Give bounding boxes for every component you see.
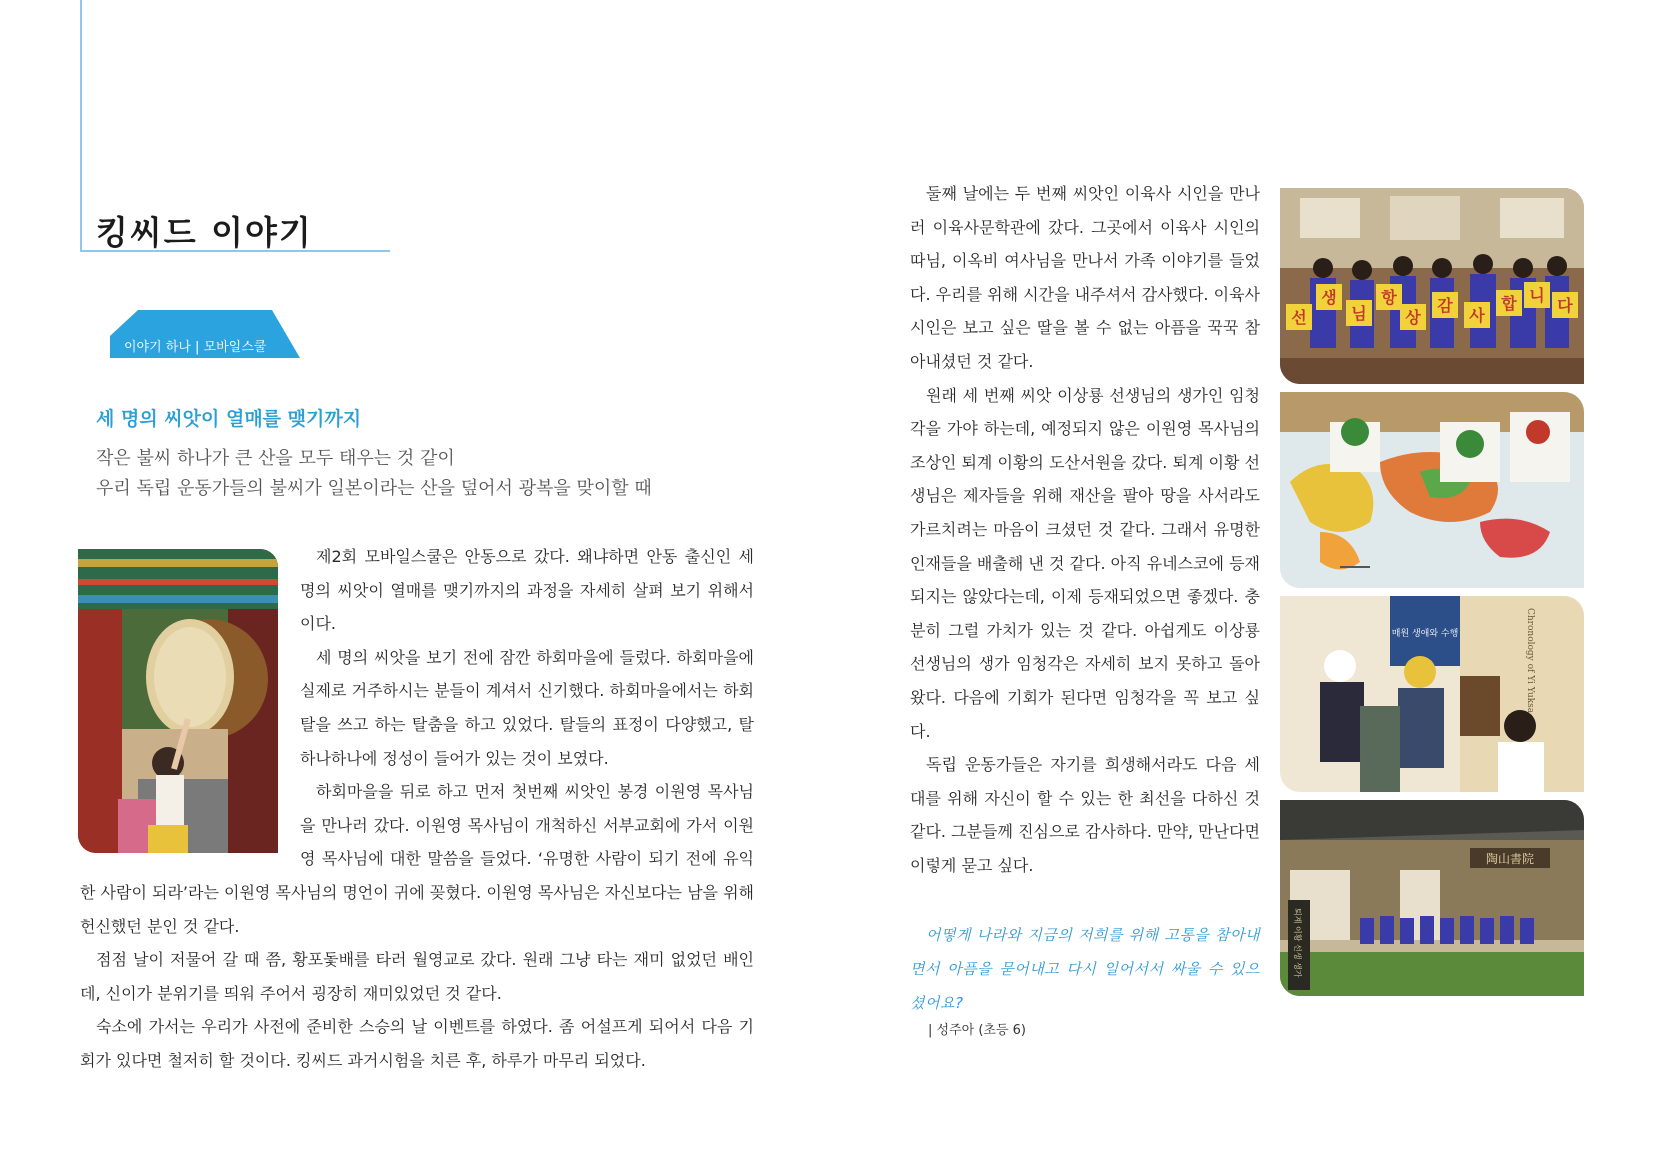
- right-column-body: [910, 177, 1260, 882]
- paragraph: 원래 세 번째 씨앗 이상룡 선생님의 생가인 임청각을 가야 하는데, 예정되지 않은 이원영 목사님의 조상인 퇴계 이황의 도산서원을 갔다. 퇴계 이황 선생님은 제자들을 위해 재산을 팔아 땅을 사서라도 가르치려는 마음이 크셨던 것 같다. 그래서 유명한 인재들을 배출해 낸 것 같다. 아직 유네스코에 등재되지는 않았다는데, 이제 등재되었으면 좋겠다. 충분히 그럴 가치가 있는 것 같다. 아쉽게도 이상룡 선생님의 생가 임청각은 자세히 보지 못하고 돌아왔다. 다음에 기회가 된다면 임청각을 꼭 보고 싶다.: [910, 385, 1260, 741]
- paragraph: 점점 날이 저물어 갈 때 쯤, 황포돛배를 타러 월영교로 갔다. 원래 그냥 타는 재미 없었던 배인데, 신이가 분위기를 띄워 주어서 굉장히 재미있었던 것 같다.: [80, 950, 754, 1003]
- signpost-text: 퇴계 이황 선생 생가: [1293, 908, 1302, 978]
- section-tab: [110, 310, 300, 358]
- museum-exhibit-photo: [1280, 596, 1584, 792]
- seowon-plaque: 陶山書院: [1485, 852, 1535, 866]
- drum-photo: [78, 549, 278, 853]
- vertical-rule: [80, 0, 82, 252]
- lead-line-2: 우리 독립 운동가들의 불씨가 일본이라는 산을 덮어서 광복을 맞이할 때: [96, 478, 652, 499]
- sign-letter: 사: [1469, 306, 1485, 325]
- dosan-seowon-photo: [1280, 800, 1584, 996]
- lead-line-1: 작은 불씨 하나가 큰 산을 모두 태우는 것 같이: [96, 448, 455, 469]
- section-tab-label: 이야기 하나 | 모바일스쿨: [124, 340, 267, 355]
- sign-letter: 상: [1405, 308, 1421, 327]
- sign-letter: 니: [1529, 286, 1545, 305]
- sign-letter: 다: [1557, 296, 1573, 315]
- sign-letter: 합: [1501, 294, 1517, 313]
- paragraph: 하회마을을 뒤로 하고 먼저 첫번째 씨앗인 봉경 이원영 목사님을 만나러 갔다. 이원영 목사님이 개척하신 서부교회에 가서 이원영 목사님에 대한 말씀을 들었다. ‘유명한 사람이 되기 전에 유익한 사람이 되라’라는 이원영 목사님의 명언이 귀에 꽂혔다. 이원영 목사님은 자신보다는 남을 위해 헌신했던 분인 것 같다.: [80, 782, 754, 936]
- paragraph: 숙소에 가서는 우리가 사전에 준비한 스승의 날 이벤트를 하였다. 좀 어설프게 되어서 다음 기회가 있다면 철저히 할 것이다. 킹씨드 과거시험을 치른 후, 하루가 마무리 되었다.: [80, 1017, 754, 1070]
- exhibit-banner: Chronology of Yi Yuksa: [1525, 608, 1535, 714]
- exhibit-title: 매원 생애와 수행: [1391, 629, 1459, 639]
- paragraph: 세 명의 씨앗을 보기 전에 잠깐 하회마을에 들렀다. 하회마을에 실제로 거주하시는 분들이 계셔서 신기했다. 하회마을에서는 하회탈을 쓰고 하는 탈춤을 하고 있었다. 탈들의 표정이 다양했고, 탈 하나하나에 정성이 들어가 있는 것이 보였다.: [300, 647, 754, 768]
- quote-text: 어떻게 나라와 지금의 저희를 위해 고통을 참아내면서 아픔을 묻어내고 다시 일어서서 싸울 수 있으셨어요?: [910, 926, 1260, 1012]
- page-title: 킹씨드 이야기: [96, 213, 313, 252]
- paragraph: 둘째 날에는 두 번째 씨앗인 이육사 시인을 만나러 이육사문학관에 갔다. 그곳에서 이육사 시인의 따님, 이옥비 여사님을 만나서 가족 이야기를 들었다. 우리를 위해 시간을 내주셔서 감사했다. 이육사 시인은 보고 싶은 딸을 볼 수 없는 아픔을 꾹꾹 참아내셨던 것 같다.: [910, 184, 1260, 371]
- sign-letter: 항: [1381, 288, 1397, 307]
- sign-letter: 생: [1321, 288, 1337, 307]
- closing-quote: [910, 918, 1260, 1020]
- group-thanks-photo: [1280, 188, 1584, 384]
- paragraph: 독립 운동가들은 자기를 희생해서라도 다음 세대를 위해 자신이 할 수 있는 한 최선을 다하신 것 같다. 그분들께 진심으로 감사하다. 만약, 만난다면 이렇게 묻고 싶다.: [910, 755, 1260, 875]
- sign-letter: 감: [1437, 296, 1453, 315]
- paragraph: 제2회 모바일스쿨은 안동으로 갔다. 왜냐하면 안동 출신인 세 명의 씨앗이 열매를 맺기까지의 과정을 자세히 살펴 보기 위해서이다.: [300, 547, 754, 634]
- article-subtitle: 세 명의 씨앗이 열매를 맺기까지: [96, 408, 362, 430]
- world-map-photo: [1280, 392, 1584, 588]
- sign-letter: 선: [1291, 308, 1307, 327]
- sign-letter: 님: [1351, 304, 1367, 323]
- author-credit: | 성주아 (초등 6): [928, 1023, 1026, 1038]
